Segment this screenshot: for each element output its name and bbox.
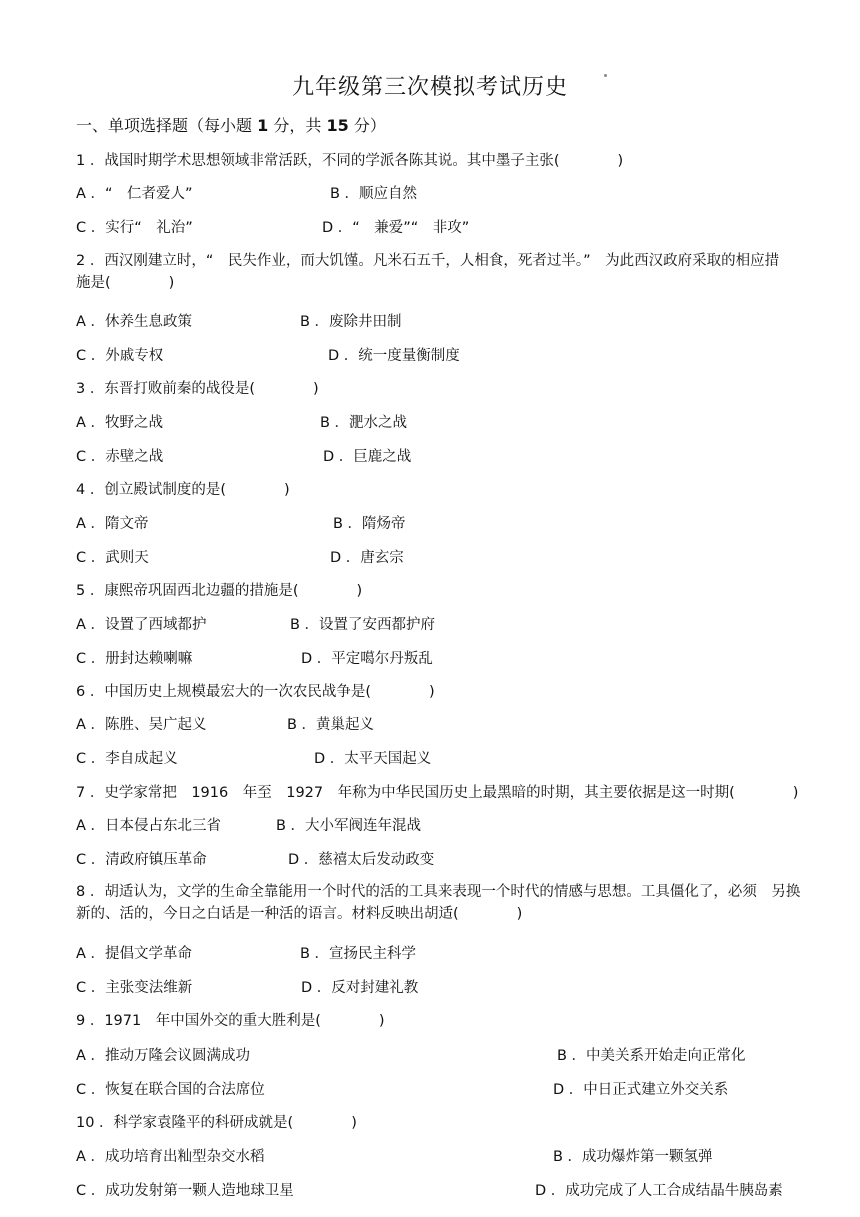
- option-a[interactable]: A ．隋文帝: [76, 516, 149, 532]
- question-stem: 4 ．创立殿试制度的是( ): [76, 482, 290, 498]
- question-stem: 6 ．中国历史上规模最宏大的一次农民战争是( ): [76, 684, 435, 700]
- option-a[interactable]: A ．成功培育出籼型杂交水稻: [76, 1149, 265, 1165]
- page-title: 九年级第三次模拟考试历史: [291, 75, 568, 100]
- option-a[interactable]: A ．休养生息政策: [76, 314, 193, 330]
- option-c[interactable]: C ．清政府镇压革命: [76, 852, 207, 868]
- option-c[interactable]: C ．武则天: [76, 550, 149, 566]
- option-a[interactable]: A ．推动万隆会议圆满成功: [76, 1048, 251, 1064]
- option-d[interactable]: D ．慈禧太后发动政变: [288, 852, 435, 868]
- question-stem: 8 ．胡适认为，文学的生命全靠能用一个时代的活的工具来表现一个时代的情感与思想。工具僵化了，必须 另换新的、活的，今日之白话是一种活的语言。材料反映出胡适( ): [76, 884, 801, 922]
- option-c[interactable]: C ．赤壁之战: [76, 449, 164, 465]
- option-a[interactable]: A ．日本侵占东北三省: [76, 818, 222, 834]
- option-b[interactable]: B ．大小军阀连年混战: [276, 818, 422, 834]
- option-a[interactable]: A ．“ 仁者爱人”: [76, 186, 193, 202]
- option-d[interactable]: D ．“ 兼爱”“ 非攻”: [322, 220, 470, 236]
- question-stem: 9 ．1971 年中国外交的重大胜利是( ): [76, 1013, 385, 1029]
- question-stem: 3 ．东晋打败前秦的战役是( ): [76, 381, 319, 397]
- section-mid: 分，共: [273, 116, 322, 135]
- option-c[interactable]: C ．恢复在联合国的合法席位: [76, 1082, 265, 1098]
- option-b[interactable]: B ．宣扬民主科学: [300, 946, 417, 962]
- option-c[interactable]: C ．成功发射第一颗人造地球卫星: [76, 1183, 294, 1199]
- option-b[interactable]: B ．中美关系开始走向正常化: [557, 1048, 746, 1064]
- option-b[interactable]: B ．成功爆炸第一颗氢弹: [553, 1149, 713, 1165]
- question-stem: 1 ．战国时期学术思想领域非常活跃，不同的学派各陈其说。其中墨子主张( ): [76, 153, 624, 169]
- question-stem: 5 ．康熙帝巩固西北边疆的措施是( ): [76, 583, 363, 599]
- option-c[interactable]: C ．李自成起义: [76, 751, 178, 767]
- option-a[interactable]: A ．提倡文学革命: [76, 946, 193, 962]
- option-d[interactable]: D ．中日正式建立外交关系: [553, 1082, 729, 1098]
- option-a[interactable]: A ．设置了西域都护: [76, 617, 207, 633]
- option-d[interactable]: D ．太平天国起义: [314, 751, 432, 767]
- option-a[interactable]: A ．牧野之战: [76, 415, 164, 431]
- option-d[interactable]: D ．成功完成了人工合成结晶牛胰岛素: [535, 1183, 783, 1199]
- option-d[interactable]: D ．反对封建礼教: [301, 980, 419, 996]
- option-d[interactable]: D ．统一度量衡制度: [328, 348, 460, 364]
- option-c[interactable]: C ．册封达赖喇嘛: [76, 651, 193, 667]
- option-b[interactable]: B ．顺应自然: [330, 186, 418, 202]
- question-stem: 10 ．科学家袁隆平的科研成就是( ): [76, 1115, 357, 1131]
- section-suffix: 分）: [353, 116, 386, 135]
- option-b[interactable]: B ．淝水之战: [320, 415, 408, 431]
- option-d[interactable]: D ．平定噶尔丹叛乱: [301, 651, 433, 667]
- section-points-total: 15: [326, 116, 349, 135]
- option-b[interactable]: B ．设置了安西都护府: [290, 617, 436, 633]
- option-c[interactable]: C ．外戚专权: [76, 348, 164, 364]
- question-stem: 7 ．史学家常把 1916 年至 1927 年称为中华民国历史上最黑暗的时期，其主要依据是这一时期( ): [76, 785, 799, 801]
- option-b[interactable]: B ．废除井田制: [300, 314, 402, 330]
- option-c[interactable]: C ．主张变法维新: [76, 980, 193, 996]
- section-heading: [76, 113, 386, 136]
- option-b[interactable]: B ．隋炀帝: [333, 516, 406, 532]
- section-points-each: 1: [257, 116, 269, 135]
- option-d[interactable]: D ．巨鹿之战: [323, 449, 412, 465]
- section-prefix: 一、单项选择题（每小题: [76, 116, 253, 135]
- option-c[interactable]: C ．实行“ 礼治”: [76, 220, 193, 236]
- option-d[interactable]: D ．唐玄宗: [330, 550, 404, 566]
- option-a[interactable]: A ．陈胜、吴广起义: [76, 717, 207, 733]
- question-stem: 2 ．西汉刚建立时，“ 民失作业，而大饥馑。凡米石五千，人相食，死者过半。” 为此西汉政府采取的相应措 施是( ): [76, 253, 794, 291]
- option-b[interactable]: B ．黄巢起义: [287, 717, 375, 733]
